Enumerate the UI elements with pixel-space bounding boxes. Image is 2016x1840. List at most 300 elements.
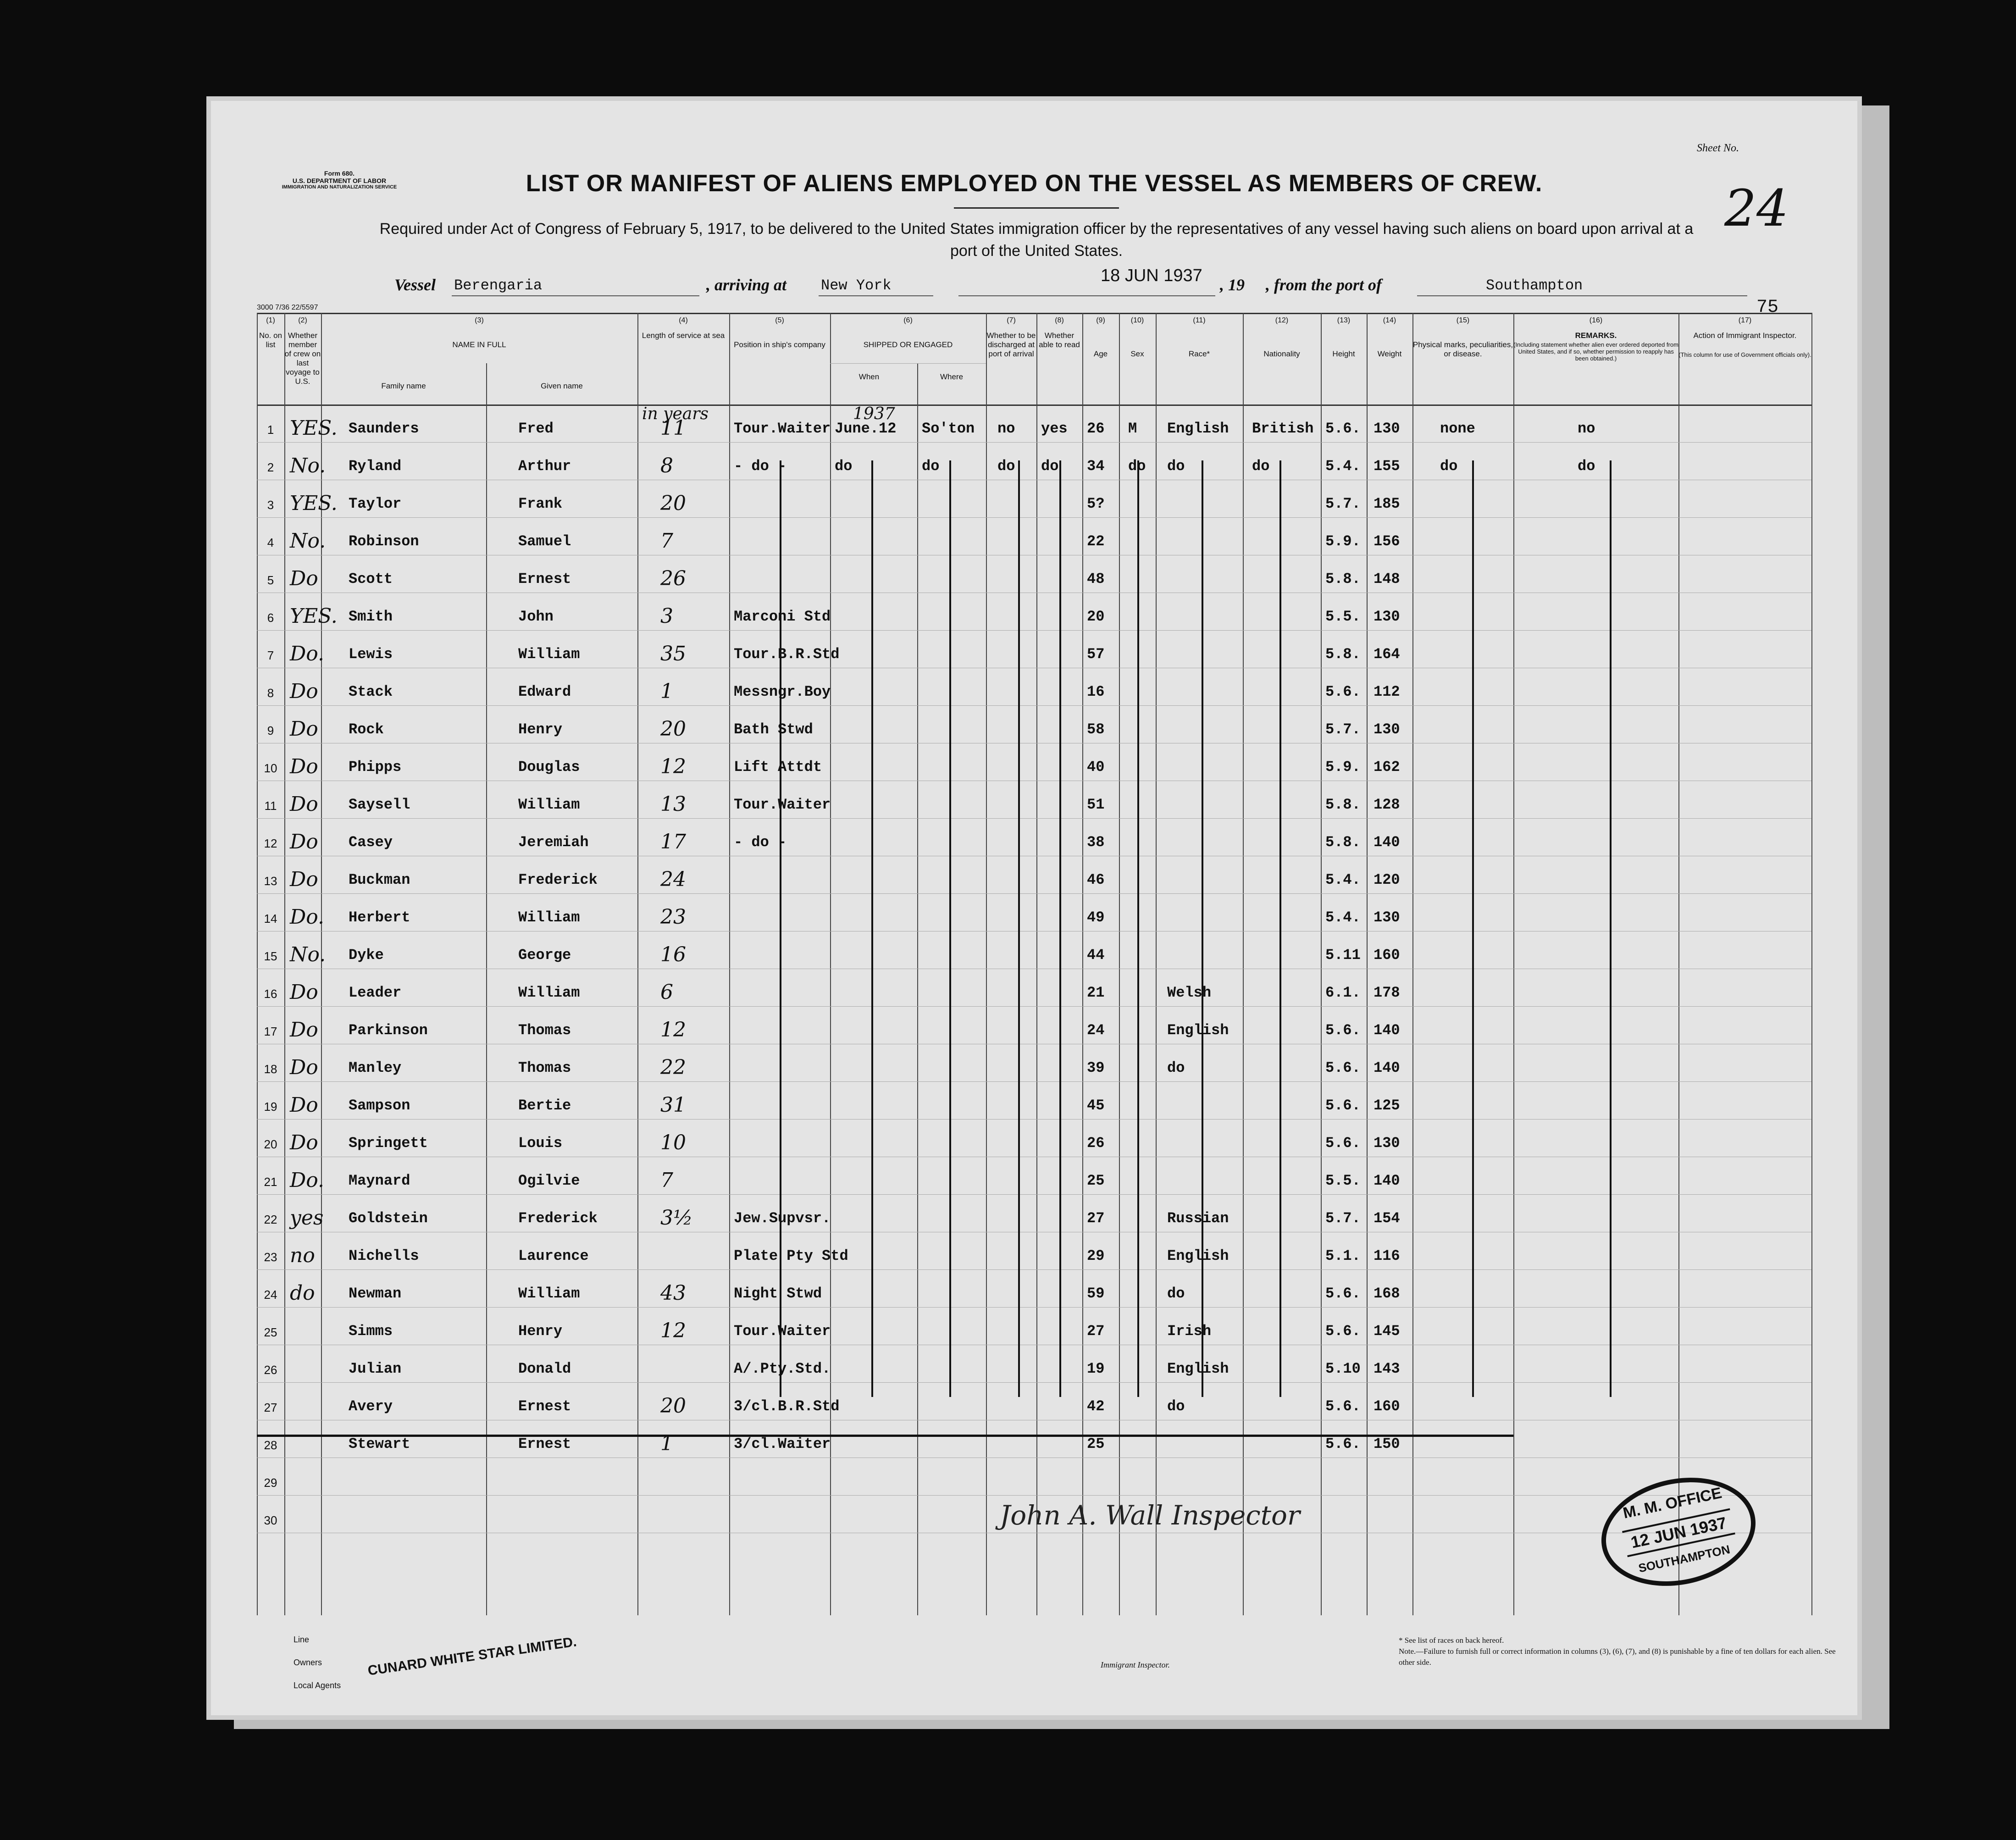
height: 5.6. xyxy=(1325,683,1361,700)
weight: 143 xyxy=(1374,1360,1400,1377)
height: 5.8. xyxy=(1325,834,1361,851)
height: 5.1. xyxy=(1325,1247,1361,1264)
column-number: (2) xyxy=(298,316,307,324)
length-of-service: 6 xyxy=(660,981,673,1004)
given-name: Ernest xyxy=(518,1398,571,1415)
age: 21 xyxy=(1087,984,1105,1001)
weight: 178 xyxy=(1374,984,1400,1001)
row-number: 30 xyxy=(264,1513,277,1527)
column-header-note: (Including statement whether alien ever ordered deported from United States, and if so, whether permission to reapply has been obtained.) xyxy=(1513,341,1678,362)
weight: 130 xyxy=(1374,608,1400,625)
column-header-note: (This column for use of Government officials only). xyxy=(1678,351,1811,358)
family-name: Buckman xyxy=(349,871,410,888)
height: 5.5. xyxy=(1325,608,1361,625)
column-number: (14) xyxy=(1383,316,1396,324)
age: 39 xyxy=(1087,1059,1105,1076)
height: 6.1. xyxy=(1325,984,1361,1001)
length-of-service: 43 xyxy=(660,1281,686,1305)
age: 24 xyxy=(1087,1022,1105,1039)
office-stamp: M. M. OFFICE 12 JUN 1937 SOUTHAMPTON xyxy=(1591,1464,1766,1600)
column-subheader: Family name xyxy=(381,382,426,390)
column-number: (11) xyxy=(1193,316,1206,324)
column-subheader: Given name xyxy=(541,382,583,390)
weight: 140 xyxy=(1374,834,1400,851)
length-unit: in years xyxy=(642,405,709,423)
age: 44 xyxy=(1087,947,1105,964)
given-name: William xyxy=(518,796,580,813)
height: 5.8. xyxy=(1325,571,1361,587)
vessel-name: Berengaria xyxy=(454,277,543,294)
position: Tour.Waiter xyxy=(734,1323,831,1340)
age: 27 xyxy=(1087,1210,1105,1227)
row-number: 6 xyxy=(267,611,274,625)
weight: 168 xyxy=(1374,1285,1400,1302)
height: 5.8. xyxy=(1325,796,1361,813)
manifest-sheet xyxy=(206,96,1862,1720)
age: 27 xyxy=(1087,1323,1105,1340)
family-name: Goldstein xyxy=(349,1210,428,1227)
row-number: 20 xyxy=(264,1137,277,1151)
position: Tour.B.R.Std xyxy=(734,646,840,663)
weight: 156 xyxy=(1374,533,1400,550)
previous-voyage: YES. xyxy=(290,604,338,628)
position: A/.Pty.Std. xyxy=(734,1360,831,1377)
given-name: Donald xyxy=(518,1360,571,1377)
height: 5.8. xyxy=(1325,646,1361,663)
shipped-when: June.12 xyxy=(835,420,897,437)
given-name: Arthur xyxy=(518,458,571,475)
row-rule xyxy=(257,705,1811,706)
weight: 160 xyxy=(1374,1398,1400,1415)
height: 5.9. xyxy=(1325,759,1361,776)
column-header: Sex xyxy=(1130,349,1144,358)
age: 19 xyxy=(1087,1360,1105,1377)
row-rule xyxy=(257,517,1811,518)
family-name: Scott xyxy=(349,571,393,587)
weight: 145 xyxy=(1374,1323,1400,1340)
race: English xyxy=(1167,420,1229,437)
length-of-service: 20 xyxy=(660,1394,686,1418)
page-number-stamp: 75 xyxy=(1756,297,1779,318)
weight: 185 xyxy=(1374,495,1400,512)
given-name: William xyxy=(518,646,580,663)
column-header: NAME IN FULL xyxy=(452,340,506,349)
age: 22 xyxy=(1087,533,1105,550)
length-of-service: 7 xyxy=(660,529,673,553)
family-name: Rock xyxy=(349,721,384,738)
weight: 130 xyxy=(1374,420,1400,437)
column-header: No. on list xyxy=(259,331,282,349)
previous-voyage: Do xyxy=(290,1093,318,1117)
previous-voyage: no xyxy=(290,1244,315,1267)
given-name: Ernest xyxy=(518,571,571,587)
weight: 130 xyxy=(1374,909,1400,926)
previous-voyage: Do xyxy=(290,717,318,741)
footer-owners-label: Owners xyxy=(294,1658,322,1667)
age: 34 xyxy=(1087,458,1105,475)
previous-voyage: yes xyxy=(290,1206,324,1230)
discharged: do xyxy=(997,458,1015,475)
family-name: Herbert xyxy=(349,909,410,926)
row-rule xyxy=(257,1495,1811,1496)
previous-voyage: Do xyxy=(290,793,318,816)
given-name: Jeremiah xyxy=(518,834,589,851)
family-name: Phipps xyxy=(349,759,402,776)
position: Tour.Waiter xyxy=(734,796,831,813)
given-name: William xyxy=(518,1285,580,1302)
row-number: 18 xyxy=(264,1062,277,1076)
weight: 140 xyxy=(1374,1022,1400,1039)
row-rule xyxy=(257,1194,1811,1195)
height: 5.7. xyxy=(1325,495,1361,512)
age: 51 xyxy=(1087,796,1105,813)
age: 25 xyxy=(1087,1435,1105,1452)
row-number: 25 xyxy=(264,1325,277,1339)
row-rule xyxy=(257,1006,1811,1007)
column-header: REMARKS. xyxy=(1575,331,1617,340)
height: 5.11 xyxy=(1325,947,1361,964)
length-of-service: 20 xyxy=(660,717,686,741)
row-number: 7 xyxy=(267,648,274,662)
weight: 155 xyxy=(1374,458,1400,475)
previous-voyage: do xyxy=(290,1281,315,1305)
ditto-line xyxy=(871,460,873,1397)
weight: 130 xyxy=(1374,721,1400,738)
ditto-line xyxy=(1610,460,1612,1397)
row-number: 17 xyxy=(264,1025,277,1038)
height: 5.6. xyxy=(1325,1059,1361,1076)
race: Welsh xyxy=(1167,984,1212,1001)
row-number: 10 xyxy=(264,761,277,775)
able-to-read: do xyxy=(1041,458,1059,475)
column-number: (4) xyxy=(679,316,688,324)
row-rule xyxy=(257,442,1811,443)
age: 58 xyxy=(1087,721,1105,738)
weight: 140 xyxy=(1374,1059,1400,1076)
remarks: no xyxy=(1578,420,1595,437)
column-number: (7) xyxy=(1007,316,1016,324)
inspector-signature: John A. Wall Inspector xyxy=(1000,1500,1300,1531)
family-name: Robinson xyxy=(349,533,419,550)
position: 3/cl.Waiter xyxy=(734,1435,831,1452)
page-subtitle: Required under Act of Congress of February 5, 1917, to be delivered to the United States immigration officer by the representatives of any vessel having such aliens on board upon arrival at a port of the United States. xyxy=(379,220,1694,260)
column-number: (3) xyxy=(475,316,484,324)
sheet-number-handwritten: 24 xyxy=(1724,179,1789,238)
length-of-service: 22 xyxy=(660,1056,686,1079)
height: 5.4. xyxy=(1325,458,1361,475)
row-number: 13 xyxy=(264,874,277,888)
row-rule xyxy=(257,1119,1811,1120)
previous-voyage: Do xyxy=(290,1018,318,1042)
row-rule xyxy=(257,630,1811,631)
row-number: 15 xyxy=(264,949,277,963)
row-rule xyxy=(257,1382,1811,1383)
arriving-label: , arriving at xyxy=(706,276,787,294)
length-of-service: 12 xyxy=(660,755,686,778)
age: 25 xyxy=(1087,1172,1105,1189)
height: 5.6. xyxy=(1325,1435,1361,1452)
given-name: Henry xyxy=(518,1323,563,1340)
footer-agents-label: Local Agents xyxy=(294,1681,341,1690)
row-number: 22 xyxy=(264,1213,277,1226)
column-header: Nationality xyxy=(1263,349,1300,358)
nationality: do xyxy=(1252,458,1270,475)
height: 5.6. xyxy=(1325,1285,1361,1302)
age: 42 xyxy=(1087,1398,1105,1415)
family-name: Dyke xyxy=(349,947,384,964)
position: Bath Stwd xyxy=(734,721,813,738)
length-of-service: 12 xyxy=(660,1319,686,1342)
height: 5.6. xyxy=(1325,1135,1361,1152)
height: 5.6. xyxy=(1325,1398,1361,1415)
length-of-service: 11 xyxy=(660,416,686,440)
height: 5.9. xyxy=(1325,533,1361,550)
given-name: Samuel xyxy=(518,533,571,550)
weight: 150 xyxy=(1374,1435,1400,1452)
length-of-service: 1 xyxy=(660,1432,673,1455)
length-of-service: 31 xyxy=(660,1093,686,1117)
vessel-row xyxy=(394,275,1770,298)
position: Tour.Waiter xyxy=(734,420,831,437)
weight: 120 xyxy=(1374,871,1400,888)
row-number: 2 xyxy=(267,460,274,474)
column-header: Weight xyxy=(1377,349,1402,358)
row-number: 3 xyxy=(267,498,274,512)
length-of-service: 10 xyxy=(660,1131,686,1154)
age: 45 xyxy=(1087,1097,1105,1114)
family-name: Maynard xyxy=(349,1172,410,1189)
discharged: no xyxy=(997,420,1015,437)
length-of-service: 17 xyxy=(660,830,686,853)
family-name: Stack xyxy=(349,683,393,700)
previous-voyage: Do xyxy=(290,1056,318,1079)
previous-voyage: Do xyxy=(290,830,318,853)
length-of-service: 24 xyxy=(660,868,686,891)
race: do xyxy=(1167,1398,1185,1415)
immigrant-inspector-label: Immigrant Inspector. xyxy=(1101,1660,1170,1669)
row-number: 27 xyxy=(264,1401,277,1414)
family-name: Avery xyxy=(349,1398,393,1415)
race: do xyxy=(1167,1285,1185,1302)
age: 5? xyxy=(1087,495,1105,512)
age: 20 xyxy=(1087,608,1105,625)
height: 5.4. xyxy=(1325,909,1361,926)
family-name: Taylor xyxy=(349,495,402,512)
column-number: (13) xyxy=(1337,316,1351,324)
agent-stamp: CUNARD WHITE STAR LIMITED. xyxy=(366,1634,578,1679)
ditto-line xyxy=(1059,460,1061,1397)
previous-voyage: No. xyxy=(290,529,326,553)
column-number: (1) xyxy=(266,316,275,324)
column-subheader: Where xyxy=(940,372,964,381)
given-name: William xyxy=(518,909,580,926)
physical-marks: do xyxy=(1440,458,1458,475)
race: English xyxy=(1167,1022,1229,1039)
age: 16 xyxy=(1087,683,1105,700)
family-name: Manley xyxy=(349,1059,402,1076)
given-name: Edward xyxy=(518,683,571,700)
column-number: (12) xyxy=(1275,316,1289,324)
previous-voyage: No. xyxy=(290,943,326,966)
previous-voyage: Do xyxy=(290,680,318,703)
row-rule xyxy=(257,1307,1811,1308)
height: 5.6. xyxy=(1325,1097,1361,1114)
row-number: 24 xyxy=(264,1288,277,1302)
previous-voyage: Do. xyxy=(290,905,324,929)
sex: do xyxy=(1128,458,1146,475)
ditto-line xyxy=(1279,460,1281,1397)
given-name: Laurence xyxy=(518,1247,589,1264)
given-name: Thomas xyxy=(518,1022,571,1039)
ditto-line xyxy=(1472,460,1474,1397)
family-name: Springett xyxy=(349,1135,428,1152)
height: 5.4. xyxy=(1325,871,1361,888)
row-rule xyxy=(257,818,1811,819)
row-number: 4 xyxy=(267,536,274,549)
ditto-line xyxy=(1202,460,1203,1397)
given-name: John xyxy=(518,608,554,625)
column-number: (8) xyxy=(1055,316,1064,324)
column-number: (9) xyxy=(1096,316,1105,324)
weight: 154 xyxy=(1374,1210,1400,1227)
family-name: Nichells xyxy=(349,1247,419,1264)
print-code: 3000 7/36 22/5597 xyxy=(257,304,318,311)
weight: 164 xyxy=(1374,646,1400,663)
previous-voyage: Do xyxy=(290,1131,318,1154)
weight: 140 xyxy=(1374,1172,1400,1189)
length-of-service: 7 xyxy=(660,1169,673,1192)
row-number: 29 xyxy=(264,1476,277,1490)
position: Night Stwd xyxy=(734,1285,822,1302)
length-of-service: 13 xyxy=(660,793,686,816)
position: - do - xyxy=(734,458,787,475)
shipped-where: So'ton xyxy=(922,420,975,437)
row-rule xyxy=(257,893,1811,894)
length-of-service: 20 xyxy=(660,492,686,515)
footer-line-label: Line xyxy=(294,1635,310,1644)
previous-voyage: Do xyxy=(290,868,318,891)
title-rule xyxy=(954,207,1119,209)
sex: M xyxy=(1128,420,1137,437)
given-name: George xyxy=(518,947,571,964)
able-to-read: yes xyxy=(1041,420,1068,437)
vessel-label: Vessel xyxy=(394,276,436,294)
family-name: Sampson xyxy=(349,1097,410,1114)
age: 38 xyxy=(1087,834,1105,851)
position: Plate Pty Std xyxy=(734,1247,848,1264)
family-name: Saysell xyxy=(349,796,410,813)
age: 26 xyxy=(1087,420,1105,437)
height: 5.10 xyxy=(1325,1360,1361,1377)
given-name: Fred xyxy=(518,420,554,437)
column-number: (15) xyxy=(1456,316,1470,324)
previous-voyage: No. xyxy=(290,454,326,477)
given-name: Henry xyxy=(518,721,563,738)
row-number: 19 xyxy=(264,1100,277,1114)
length-of-service: 8 xyxy=(660,454,673,477)
previous-voyage: Do xyxy=(290,567,318,590)
nationality: British xyxy=(1252,420,1314,437)
shipped-when: do xyxy=(835,458,853,475)
given-name: William xyxy=(518,984,580,1001)
arrival-port: New York xyxy=(821,277,892,294)
weight: 162 xyxy=(1374,759,1400,776)
given-name: Douglas xyxy=(518,759,580,776)
column-header: Action of Immigrant Inspector. xyxy=(1693,331,1797,340)
previous-voyage: Do. xyxy=(290,1169,324,1192)
crew-table xyxy=(257,313,1811,1615)
row-rule xyxy=(257,1081,1811,1082)
length-of-service: 12 xyxy=(660,1018,686,1042)
age: 49 xyxy=(1087,909,1105,926)
column-header: Race* xyxy=(1188,349,1210,358)
column-header: Length of service at sea xyxy=(642,331,725,340)
row-number: 9 xyxy=(267,724,274,737)
row-number: 11 xyxy=(264,799,277,813)
remarks: do xyxy=(1578,458,1595,475)
position: Lift Attdt xyxy=(734,759,822,776)
height: 5.6. xyxy=(1325,1022,1361,1039)
row-number: 28 xyxy=(264,1438,277,1452)
previous-voyage: Do. xyxy=(290,642,324,665)
position: - do - xyxy=(734,834,787,851)
row-number: 16 xyxy=(264,987,277,1001)
length-of-service: 23 xyxy=(660,905,686,929)
age: 46 xyxy=(1087,871,1105,888)
arrival-date-stamp: 18 JUN 1937 xyxy=(1101,266,1202,285)
race: English xyxy=(1167,1360,1229,1377)
column-header: Whether to be discharged at port of arrival xyxy=(986,331,1036,358)
family-name: Casey xyxy=(349,834,393,851)
race: Russian xyxy=(1167,1210,1229,1227)
family-name: Ryland xyxy=(349,458,402,475)
weight: 130 xyxy=(1374,1135,1400,1152)
weight: 116 xyxy=(1374,1247,1400,1264)
form-header: Form 680. U.S. DEPARTMENT OF LABOR IMMIGRATION AND NATURALIZATION SERVICE xyxy=(282,170,397,190)
race: do xyxy=(1167,458,1185,475)
height: 5.7. xyxy=(1325,721,1361,738)
family-name: Smith xyxy=(349,608,393,625)
age: 48 xyxy=(1087,571,1105,587)
age: 40 xyxy=(1087,759,1105,776)
weight: 112 xyxy=(1374,683,1400,700)
column-number: (17) xyxy=(1738,316,1752,324)
row-number: 12 xyxy=(264,837,277,850)
weight: 160 xyxy=(1374,947,1400,964)
family-name: Stewart xyxy=(349,1435,410,1452)
family-name: Julian xyxy=(349,1360,402,1377)
height: 5.5. xyxy=(1325,1172,1361,1189)
family-name: Saunders xyxy=(349,420,419,437)
column-header: Whether member of crew on last voyage to U.S. xyxy=(284,331,321,386)
column-number: (16) xyxy=(1589,316,1603,324)
column-header: Position in ship's company xyxy=(734,340,825,349)
race: do xyxy=(1167,1059,1185,1076)
column-header: Physical marks, peculiarities, or disease. xyxy=(1412,340,1513,358)
closing-rule xyxy=(257,1435,1513,1437)
previous-voyage: YES. xyxy=(290,492,338,515)
weight: 148 xyxy=(1374,571,1400,587)
position: 3/cl.B.R.Std xyxy=(734,1398,840,1415)
ditto-line xyxy=(1018,460,1020,1397)
given-name: Frederick xyxy=(518,1210,598,1227)
year-label: , 19 xyxy=(1220,276,1245,294)
column-header: SHIPPED OR ENGAGED xyxy=(863,340,953,349)
row-number: 14 xyxy=(264,912,277,926)
given-name: Thomas xyxy=(518,1059,571,1076)
length-of-service: 3½ xyxy=(660,1206,693,1230)
column-subheader: When xyxy=(858,372,880,381)
